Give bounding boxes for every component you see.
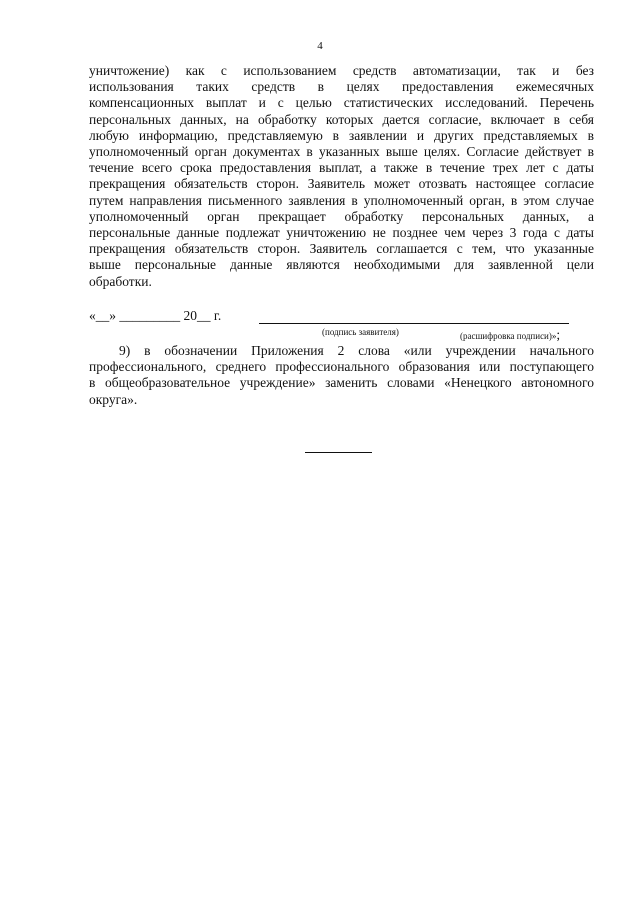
- caption-suffix: ;: [556, 327, 561, 342]
- paragraph-line: течение всего срока предоставления выплат, а также в течение трех лет с даты: [89, 160, 594, 176]
- paragraph-line: прекращения обязательств сторон. Заявитель соглашается с тем, что указанные: [89, 241, 594, 257]
- paragraph-line: путем направления письменного заявления в уполномоченный орган, в этом случае: [89, 192, 594, 208]
- paragraph-line: любую информацию, представляемую в заявлении и других представляемых в: [89, 127, 594, 143]
- paragraph-line: выше персональные данные являются необходимыми для заявленной цели: [89, 257, 594, 273]
- consent-paragraph: [89, 63, 594, 290]
- signature-row: [89, 308, 594, 326]
- paragraph-line: уполномоченный орган документах в указанных выше целях. Согласие действует в: [89, 144, 594, 160]
- page-number: 4: [317, 40, 323, 52]
- paragraph-line: 9) в обозначении Приложения 2 слова «или учреждении начального: [119, 343, 594, 358]
- signature-caption: (подпись заявителя): [322, 327, 399, 337]
- paragraph-line: персональных данных, на обработку которых дается согласие, включает в себя: [89, 111, 594, 127]
- end-divider: [305, 452, 372, 453]
- paragraph-line: персональные данные подлежат уничтожению не позднее чем через 3 года с даты: [89, 225, 594, 241]
- signature-line: [259, 323, 409, 324]
- paragraph-line: прекращения обязательств сторон. Заявитель может отозвать настоящее согласие: [89, 176, 594, 192]
- transcript-caption: (расшифровка подписи)»: [460, 331, 557, 341]
- transcript-line: [397, 323, 569, 324]
- paragraph-line: в общеобразовательное учреждение» заменить словами «Ненецкого автономного: [89, 375, 594, 391]
- paragraph-line: округа».: [89, 391, 138, 407]
- paragraph-line: уполномоченный орган прекращает обработку персональных данных, а: [89, 208, 594, 224]
- signature-date: «__» _________ 20__ г.: [89, 308, 222, 323]
- paragraph-line: уничтожение) как с использованием средств автоматизации, так и без: [89, 63, 594, 78]
- paragraph-line: компенсационных выплат и с целью статистических исследований. Перечень: [89, 95, 594, 111]
- paragraph-line: использования таких средств в целях предоставления ежемесячных: [89, 79, 594, 95]
- amendment-paragraph: [89, 343, 594, 408]
- transcript-caption-group: [460, 327, 560, 343]
- paragraph-line: обработки.: [89, 273, 152, 289]
- paragraph-line: профессионального, среднего профессионального образования или поступающего: [89, 359, 594, 375]
